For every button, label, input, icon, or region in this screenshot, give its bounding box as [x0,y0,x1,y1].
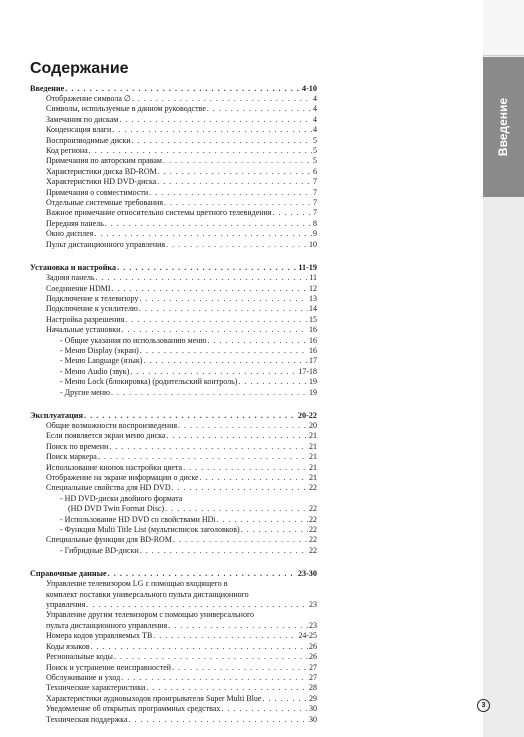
toc-entry-text: Передняя панель [46,218,104,228]
toc-entry[interactable] [30,515,317,525]
toc-leader-dots [117,262,297,273]
toc-leader-dots [165,504,308,514]
toc-entry-page: 22 [309,504,317,514]
toc-entry-page: 10 [309,239,317,249]
toc-leader-dots [96,273,309,283]
toc-entry-page: 21 [309,452,317,462]
side-tab-label: Введение [496,97,511,157]
toc-entry[interactable] [30,535,317,545]
toc-entry-text: Отображение на экране информации о диске [46,473,199,482]
toc-entry-page: 23 [309,620,317,630]
toc-entry-page: 27 [309,662,317,672]
toc-section-heading[interactable] [30,410,317,421]
toc-entry[interactable] [30,294,317,304]
toc-section [30,568,317,725]
toc-leader-dots [183,463,308,473]
page-number [477,699,490,712]
toc-leader-dots [140,546,308,556]
toc-entry-page: 17 [309,356,317,366]
toc-entry-text: Поиск по времени [46,441,109,451]
toc-leader-dots [166,431,308,441]
toc-entry-text: пульта дистанционного управления [46,620,168,630]
toc-leader-dots [111,388,308,398]
toc-leader-dots [168,621,308,631]
toc-entry-text: Управление телевизором LG с помощью входящего в [46,579,228,589]
toc-entry[interactable] [30,663,317,673]
toc-leader-dots [200,473,308,483]
toc-entry-page: 26 [309,641,317,651]
toc-leader-dots [262,694,308,704]
toc-entry[interactable] [30,715,317,725]
toc-entry[interactable] [30,452,317,462]
toc-entry-text: Отдельные системные требования [46,198,164,208]
toc-section [30,83,317,250]
toc-entry[interactable] [30,590,317,600]
toc-entry-page: 16 [309,345,317,355]
toc-entry-page: 7 [313,208,317,218]
toc-leader-dots [238,377,308,387]
toc-entry-text: - HD DVD-диски двойного формата [60,493,183,503]
toc-entry-text: Окно дисплея [46,229,94,239]
toc-leader-dots [139,304,308,314]
toc-leader-dots [84,410,297,421]
toc-leader-dots [164,198,312,208]
toc-leader-dots [98,452,308,462]
toc-entry[interactable] [30,642,317,652]
toc-entry[interactable] [30,219,317,229]
toc-entry-page: 21 [309,431,317,441]
toc-entry-page: 30 [309,704,317,714]
toc-entry-text: Важное примечание относительно системы цветного телевидения [46,208,272,218]
toc-entry[interactable] [30,229,317,239]
toc-entry-page: 4 [313,94,317,103]
toc-entry-page: 22 [309,535,317,545]
toc-entry-text: комплект поставки универсального пульта дистанционного [46,589,249,599]
toc-entry-text: Обслуживание и уход [46,672,121,682]
toc-entry-text: Замечания по дискам [46,114,119,124]
toc-entry-text: Общие возможности воспроизведения [46,420,178,430]
toc-entry-text: Если появляется экран меню диска [46,431,166,441]
toc-entry-text: Использование кнопок настройки цвета [46,462,183,472]
toc-section-pages: 11-19 [298,263,317,273]
toc-entry[interactable] [30,673,317,683]
toc-entry-text: Соединение HDMI [46,283,111,293]
toc-entry-text: Номера кодов управляемых ТВ [46,631,153,641]
toc-entry[interactable] [30,304,317,314]
toc-leader-dots [139,294,308,304]
toc-leader-dots [129,715,309,725]
toc-entry[interactable] [30,525,317,535]
toc-leader-dots [105,219,312,229]
toc-entry-page: 9 [313,229,317,239]
toc-entry[interactable] [30,367,317,377]
toc-entry-text: Настройка разрешения [46,314,125,324]
toc-leader-dots [221,704,308,714]
toc-leader-dots [94,229,312,239]
toc-entry[interactable] [30,388,317,398]
toc-entry[interactable] [30,156,317,166]
toc-leader-dots [91,642,308,652]
toc-entry-text: Характеристики HD DVD-диска [46,177,157,187]
toc-entry-text: Примечания о совместимости [46,187,149,197]
toc-entry-page: 5 [313,135,317,145]
toc-entry-page: 13 [309,293,317,303]
toc-entry[interactable] [30,610,317,620]
toc-leader-dots [172,483,308,493]
toc-leader-dots [132,94,312,104]
toc-entry[interactable] [30,273,317,283]
toc-leader-dots [153,631,297,641]
toc-entry-text: Пульт дистанционного управления [46,239,166,249]
side-tab-top-block [483,0,524,56]
toc-section-pages: 4-10 [301,84,317,93]
toc-entry[interactable] [30,125,317,135]
toc-leader-dots [132,136,312,146]
toc-entry[interactable] [30,546,317,556]
toc-entry-page: 29 [309,693,317,703]
toc-entry-text: - Другие меню [60,387,110,397]
toc-entry-text: - Меню Audio (звук) [60,366,130,376]
toc-entry[interactable] [30,621,317,631]
toc-entry-text: Коды языков [46,641,90,651]
toc-entry[interactable] [30,346,317,356]
toc-entry-text: Техническая поддержка [46,714,128,724]
toc-leader-dots [146,683,308,693]
toc-leader-dots [86,600,308,610]
toc-entry-text: - Меню Display (экран) [60,345,139,355]
toc-entry-page: 12 [309,283,317,293]
toc-entry-page: 16 [309,335,317,345]
toc-leader-dots [112,125,312,135]
toc-entry-page: 21 [309,462,317,472]
toc-leader-dots [173,535,308,545]
toc-entry-text: Управление другим телевизором с помощью универсального [46,610,255,620]
toc-entry[interactable] [30,483,317,493]
toc-entry-page: 22 [309,483,317,493]
toc-entry-text: Воспроизводимые диски [46,135,131,145]
toc-leader-dots [157,177,312,187]
toc-leader-dots [121,673,308,683]
toc-entry-page: 11 [309,273,317,283]
toc-entry-page: 17-18 [298,366,317,376]
toc-section-title: Справочные данные [30,569,107,579]
toc-entry[interactable] [30,421,317,431]
page-number-value: 3 [481,702,486,709]
toc-entry[interactable] [30,208,317,218]
toc-entry-page: 8 [313,218,317,228]
toc-leader-dots [140,346,308,356]
toc-entry-text: Код региона [46,146,88,156]
toc-entry[interactable] [30,146,317,156]
toc-entry-text: - Общие указания по использованию меню [60,335,207,345]
toc-section-title: Эксплуатация [30,410,83,420]
toc-entry[interactable] [30,325,317,335]
side-tab-introduction[interactable] [485,57,522,197]
toc-section-heading[interactable] [30,262,317,273]
toc-section [30,410,317,556]
toc-entry-page: 7 [313,177,317,187]
toc-section-heading[interactable] [30,83,317,94]
toc-entry-text: Характеристики аудиовыходов проигрывателя Super Multi Blue [46,693,262,703]
toc-entry-page: 4 [313,114,317,124]
toc-entry-page: 23 [309,600,317,610]
toc-entry[interactable] [30,704,317,714]
table-of-contents [30,83,317,725]
toc-entry[interactable] [30,177,317,187]
toc-entry-text: Подключение к усилителю [46,304,138,314]
toc-entry-page: 22 [309,525,317,535]
toc-entry-text: - Гибридные BD-диски [60,545,139,555]
toc-leader-dots [166,240,308,250]
toc-leader-dots [114,652,308,662]
toc-entry-text: Подключение к телевизору [46,293,139,303]
toc-entry[interactable] [30,284,317,294]
toc-entry-page: 14 [309,304,317,314]
toc-leader-dots [125,315,308,325]
toc-leader-dots [108,568,297,579]
toc-leader-dots [143,356,308,366]
toc-section-title: Введение [30,84,65,93]
toc-leader-dots [241,525,308,535]
toc-entry-text: - Функция Multi Title List (мультисписок заголовков) [60,525,240,535]
toc-entry-text: управления [46,600,86,610]
toc-entry[interactable] [30,494,317,504]
toc-entry[interactable] [30,377,317,387]
toc-entry[interactable] [30,198,317,208]
toc-entry[interactable] [30,188,317,198]
toc-entry-page: 20 [309,420,317,430]
toc-entry-page: 4 [313,125,317,135]
toc-leader-dots [109,442,308,452]
toc-entry-text: Начальные установки [46,325,121,335]
toc-leader-dots [207,336,308,346]
toc-entry[interactable] [30,240,317,250]
toc-entry-page: 15 [309,314,317,324]
toc-section-title: Установка и настройка [30,263,117,273]
toc-entry-text: Поиск и устранение неисправностей [46,662,172,672]
toc-section-pages: 23-30 [297,569,317,579]
toc-entry-page: 6 [313,166,317,176]
toc-entry[interactable] [30,315,317,325]
toc-entry[interactable] [30,115,317,125]
toc-entry[interactable] [30,652,317,662]
toc-entry[interactable] [30,504,317,514]
toc-leader-dots [121,325,308,335]
toc-leader-dots [149,188,312,198]
toc-leader-dots [89,146,312,156]
toc-entry-page: 28 [309,683,317,693]
toc-section-heading[interactable] [30,568,317,579]
toc-entry-text: - Меню Language (язык) [60,356,143,366]
toc-entry-page: 22 [309,545,317,555]
toc-entry-page: 19 [309,387,317,397]
toc-entry-page: 26 [309,652,317,662]
toc-entry-text: Отображение символа ∅ [46,94,131,103]
toc-entry-page: 7 [313,198,317,208]
toc-entry[interactable] [30,104,317,114]
toc-entry-page: 5 [313,146,317,156]
toc-entry-page: 16 [309,325,317,335]
toc-section-pages: 20-22 [297,410,317,420]
toc-entry[interactable] [30,442,317,452]
toc-leader-dots [178,421,308,431]
toc-entry-page: 24-25 [298,631,317,641]
toc-entry-text: (HD DVD Twin Format Disc) [68,504,165,514]
toc-entry-text: Региональные коды [46,652,113,662]
toc-entry[interactable] [30,94,317,104]
toc-leader-dots [207,104,312,114]
toc-entry[interactable] [30,694,317,704]
toc-entry-text: - Использование HD DVD со свойствами HDi [60,514,216,524]
toc-entry[interactable] [30,631,317,641]
toc-leader-dots [172,663,308,673]
toc-entry-text: Символы, используемые в данном руководстве [46,104,206,114]
toc-entry-text: Примечания по авторским правам [46,156,162,166]
toc-entry-page: 30 [309,714,317,724]
toc-entry-text: Специальные функции для BD-ROM [46,535,172,545]
toc-entry-page: 27 [309,672,317,682]
toc-entry[interactable] [30,683,317,693]
toc-leader-dots [65,83,301,94]
toc-entry-text: Характеристики диска BD-ROM [46,166,157,176]
toc-leader-dots [217,515,308,525]
toc-entry-text: - Меню Lock (блокировка) (родительский контроль) [60,377,238,387]
toc-entry-page: 19 [309,377,317,387]
toc-entry-page: 4 [313,104,317,114]
toc-entry-page: 5 [313,156,317,166]
toc-entry[interactable] [30,356,317,366]
toc-entry-text: Уведомление об открытых программных средствах [46,704,221,714]
toc-entry-text: Задняя панель [46,273,95,283]
toc-entry-text: Конденсация влаги [46,125,112,135]
toc-entry[interactable] [30,473,317,483]
toc-leader-dots [163,156,312,166]
page-title: Содержание [30,60,129,77]
toc-section [30,262,317,398]
toc-leader-dots [130,367,297,377]
toc-leader-dots [112,284,308,294]
toc-leader-dots [158,167,312,177]
toc-entry-text: Поиск маркера [46,452,97,462]
toc-entry-page: 7 [313,187,317,197]
toc-entry[interactable] [30,600,317,610]
toc-entry[interactable] [30,579,317,589]
toc-entry-text: Специальные свойства для HD DVD [46,483,171,493]
toc-entry[interactable] [30,431,317,441]
toc-entry[interactable] [30,136,317,146]
toc-entry-text: Технические характеристики [46,683,146,693]
toc-entry[interactable] [30,463,317,473]
toc-entry-page: 21 [309,473,317,482]
toc-entry[interactable] [30,336,317,346]
toc-leader-dots [119,115,312,125]
toc-entry-page: 21 [309,441,317,451]
toc-entry[interactable] [30,167,317,177]
toc-leader-dots [272,208,312,218]
toc-entry-page: 22 [309,514,317,524]
